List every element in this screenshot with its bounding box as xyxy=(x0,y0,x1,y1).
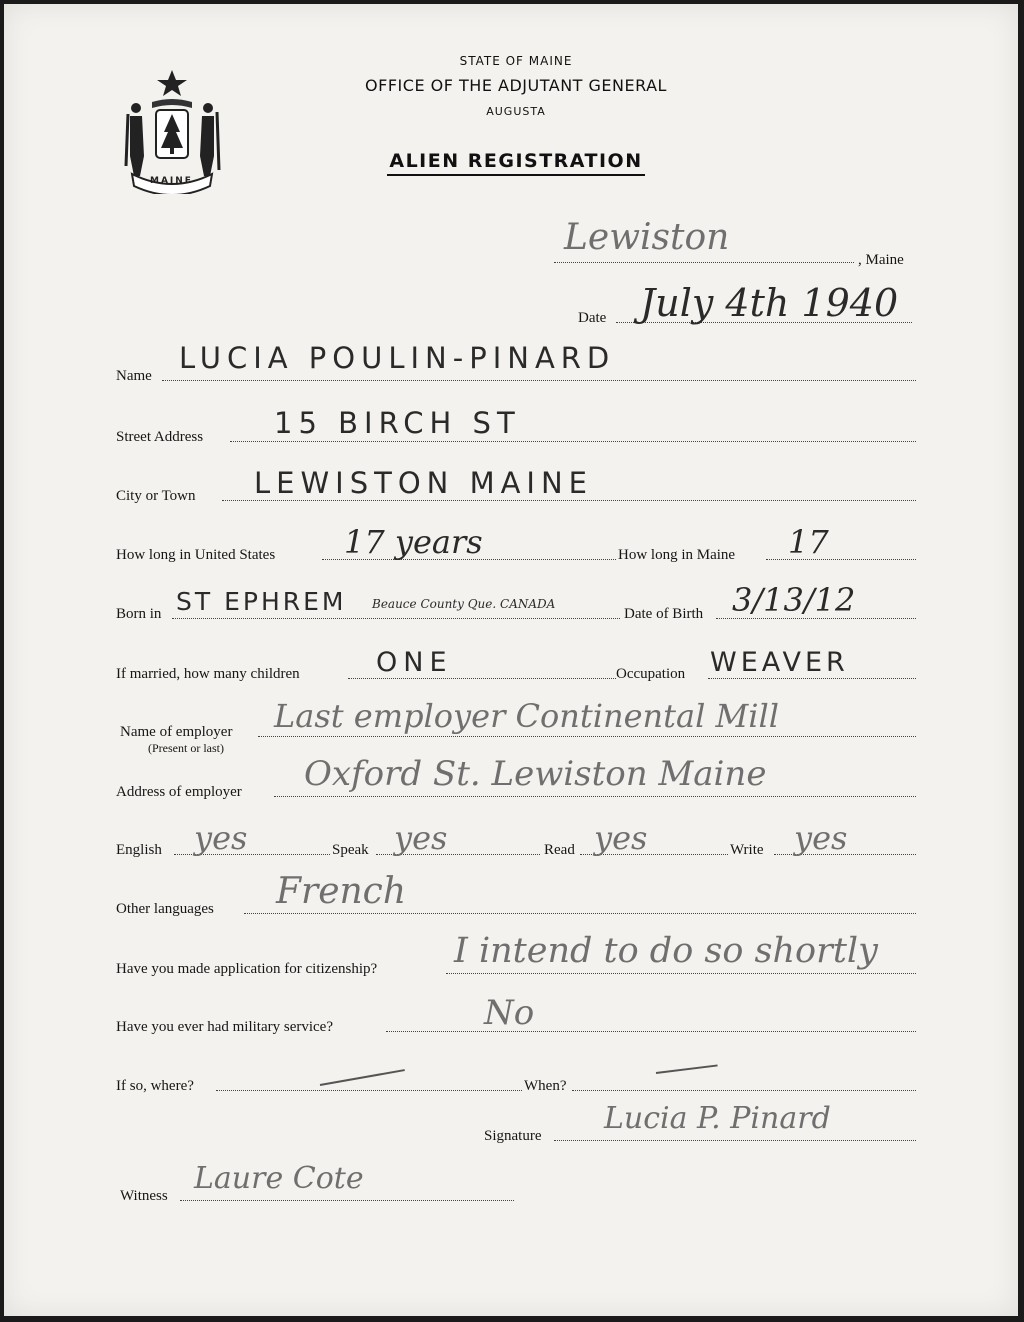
label-military: Have you ever had military service? xyxy=(116,1019,333,1035)
label-when: When? xyxy=(524,1078,567,1094)
label-employer: Name of employer xyxy=(120,724,233,740)
field-how-long-maine-value[interactable]: 17 xyxy=(788,523,829,561)
field-date-value[interactable]: July 4th 1940 xyxy=(640,281,899,325)
field-where-dash[interactable] xyxy=(320,1069,405,1086)
field-how-long-us-value[interactable]: 17 years xyxy=(344,523,483,561)
field-children-value[interactable]: ONE xyxy=(376,647,453,678)
seal-banner-text: MAINE xyxy=(150,176,193,186)
label-employer-sub: (Present or last) xyxy=(148,741,224,755)
field-employer-value[interactable]: Last employer Continental Mill xyxy=(274,697,779,735)
label-english: English xyxy=(116,842,162,858)
label-city: City or Town xyxy=(116,488,196,504)
field-read-value[interactable]: yes xyxy=(594,819,648,857)
field-witness-value[interactable]: Laure Cote xyxy=(194,1161,364,1196)
header-office: OFFICE OF THE ADJUTANT GENERAL xyxy=(365,76,667,95)
label-children: If married, how many children xyxy=(116,666,300,682)
label-employer-address: Address of employer xyxy=(116,784,242,800)
label-speak: Speak xyxy=(332,842,369,858)
label-date-of-birth: Date of Birth xyxy=(624,606,704,622)
label-name: Name xyxy=(116,368,152,384)
label-born-in: Born in xyxy=(116,606,162,622)
label-occupation: Occupation xyxy=(616,666,686,682)
label-witness: Witness xyxy=(120,1188,168,1204)
label-write: Write xyxy=(730,842,764,858)
label-maine: , Maine xyxy=(858,252,904,268)
field-place-value[interactable]: Lewiston xyxy=(564,217,730,258)
label-read: Read xyxy=(544,842,575,858)
registration-form xyxy=(4,4,1018,1316)
field-born-extra-value[interactable]: Beauce County Que. CANADA xyxy=(372,597,556,611)
field-street-value[interactable]: 15 BIRCH ST xyxy=(274,406,521,440)
field-city-value[interactable]: LEWISTON MAINE xyxy=(254,466,593,500)
field-speak-value[interactable]: yes xyxy=(394,819,448,857)
label-citizenship: Have you made application for citizenship? xyxy=(116,961,378,977)
label-date: Date xyxy=(578,310,607,326)
field-born-value[interactable]: ST EPHREM xyxy=(176,587,347,616)
field-other-languages-value[interactable]: French xyxy=(276,871,407,912)
field-when-dash[interactable] xyxy=(656,1064,718,1074)
label-signature: Signature xyxy=(484,1128,542,1144)
field-occupation-value[interactable]: WEAVER xyxy=(710,647,849,678)
field-name-value[interactable]: LUCIA POULIN-PINARD xyxy=(179,341,616,375)
label-other-languages: Other languages xyxy=(116,901,214,917)
header-state: STATE OF MAINE xyxy=(459,54,573,68)
field-military-value[interactable]: No xyxy=(484,993,535,1033)
label-how-long-us: How long in United States xyxy=(116,547,276,563)
field-employer-address-value[interactable]: Oxford St. Lewiston Maine xyxy=(304,754,767,794)
form-title: ALIEN REGISTRATION xyxy=(387,150,644,176)
field-write-value[interactable]: yes xyxy=(794,819,848,857)
field-signature-value[interactable]: Lucia P. Pinard xyxy=(604,1101,831,1136)
label-street-address: Street Address xyxy=(116,429,204,445)
field-english-value[interactable]: yes xyxy=(194,819,248,857)
field-dob-value[interactable]: 3/13/12 xyxy=(732,581,856,619)
header-city: AUGUSTA xyxy=(486,105,546,118)
label-how-long-maine: How long in Maine xyxy=(618,547,736,563)
label-where: If so, where? xyxy=(116,1078,194,1094)
field-citizenship-value[interactable]: I intend to do so shortly xyxy=(454,931,878,971)
